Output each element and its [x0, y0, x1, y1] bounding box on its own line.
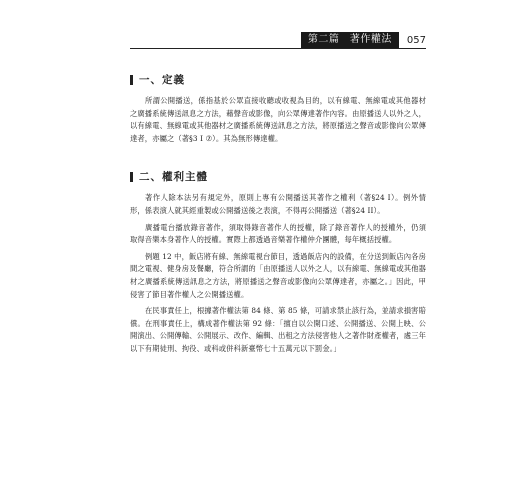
section-heading-definition: [130, 72, 426, 87]
section-heading-text: 一、定義: [139, 74, 185, 86]
page-body: [130, 62, 426, 360]
paragraph: 在民事責任上，根據著作權法第 84 條、第 85 條，可請求禁止該行為，並請求損害賠償。在刑事責任上，構成著作權法第 92 條：「擅自以公開口述、公開播送、公開上映、公開演出、公開傳輸、公開展示、改作、編輯、出租之方法侵害他人之著作財產權者，處三年以下有期徒刑、拘役、或科或併科新臺幣七十五萬元以下罰金。」: [130, 306, 426, 353]
paragraph: 例題 12 中，飯店將有線、無線電視台節目，透過飯店內的設備，在分送到飯店內各房間之電視、健身房及餐廳，符合所謂的「由原播送人以外之人，以有線電、無線電或其他器材之廣播系統傳送訊息之方法，將原播送之聲音或影像向公眾傳達者，亦屬之。」因此，甲侵害了節目著作權人之公開播送權。: [130, 251, 426, 299]
paragraph: 廣播電台播放錄音著作，須取得錄音著作人的授權，除了錄音著作人的授權外，仍須取得音樂本身著作人的授權。實際上都透過音樂著作權仲介團體，每年概括授權。: [130, 222, 426, 245]
page-number: 057: [406, 34, 426, 46]
section-heading-text: 二、權利主體: [139, 171, 208, 184]
paragraph: 所謂公開播送，係指基於公眾直接收聽或收視為目的，以有線電、無線電或其他器材之廣播系統傳送訊息之方法，藉聲音或影像，向公眾傳達著作內容。由原播送人以外之人，以有線電、無線電或其他器材之廣播系統傳送訊息之方法，將原播送之聲音或影像向公眾傳達者，亦屬之（著§3 I ⑦）。其為無形傳達權。: [130, 96, 426, 143]
section-tag: 第二篇 著作權法: [301, 32, 399, 48]
page-header: [130, 32, 426, 48]
heading-marker: [130, 172, 133, 182]
section-heading-rights-holder: [130, 169, 426, 184]
header-rule: [130, 48, 426, 49]
heading-marker: [130, 75, 133, 85]
paragraph: 著作人除本法另有規定外，原則上專有公開播送其著作之權利（著§24 I）。例外情形，係表演人就其經重製或公開播送後之表演，不得再公開播送（著§24 II）。: [130, 193, 426, 215]
